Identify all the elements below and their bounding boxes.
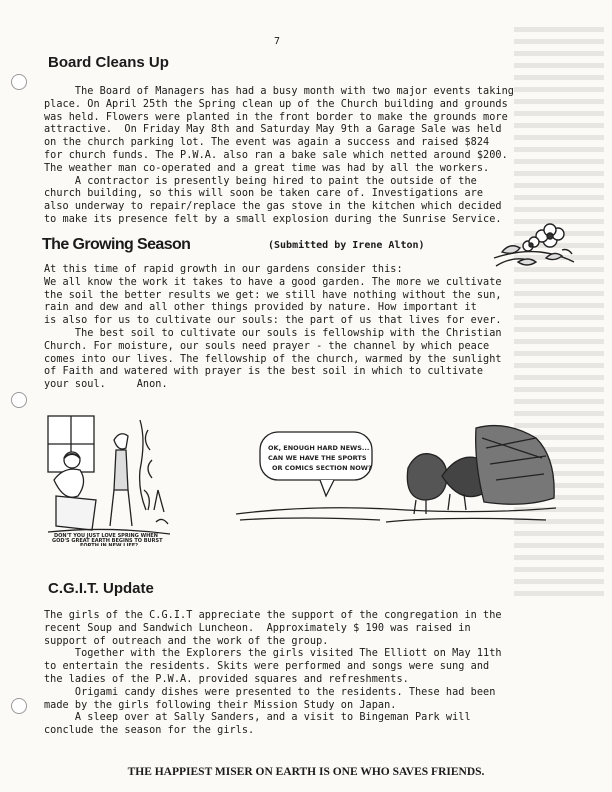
gardener-cartoon	[44, 410, 174, 546]
buffalo-cartoon	[236, 418, 558, 528]
cgit-body: The girls of the C.G.I.T appreciate the support of the congregation in the recent Soup and Sandwich Luncheon. Approximately $ 190 was raised in support of outreach and the work of the group. Together with the Explorers the girls visited The Elliott on May 11th to entertain the residents. Skits were performed and songs were sung and the ladies of the P.W.A. provided squares and refreshments. Origami candy dishes were presented to the residents. These had been made by the girls following their Mission Study on Japan. A sleep over at Sally Sanders, and a visit to Bingeman Park will conclude the season for the girls.	[44, 610, 502, 737]
page-number: 7	[274, 36, 281, 47]
board-body: The Board of Managers has had a busy month with two major events taking place. On April 25th the Spring clean up of the Church building and grounds was held. Flowers were planted in the front border to make the grounds more attractive. On Friday May 8th and Saturday May 9th a Garage Sale was held on the church parking lot. The event was again a success and raised $824 for church funds. The P.W.A. also ran a bake sale which netted around $200. The weather man co-operated and a great time was had by all the workers. A contractor is presently being hired to paint the outside of the church building, so this will soon be taken care of. Investigations are also underway to repair/replace the gas stove in the kitchen which decided to make its presence felt by a small explosion during the Sunrise Service.	[44, 86, 514, 225]
gardener-caption-line-3: FORTH IN NEW LIFE?	[80, 543, 139, 546]
footer-quote: THE HAPPIEST MISER ON EARTH IS ONE WHO SAVES FRIENDS.	[127, 766, 485, 778]
gardener-caption-line-1: DON'T YOU JUST LOVE SPRING WHEN	[54, 533, 158, 539]
binder-hole-middle	[11, 392, 27, 408]
bubble-line-2: CAN WE HAVE THE SPORTS	[268, 454, 367, 462]
growing-submitted-by: (Submitted by Irene Alton)	[268, 240, 425, 251]
binder-hole-bottom	[11, 698, 27, 714]
growing-body: At this time of rapid growth in our gardens consider this: We all know the work it takes to have a good garden. The more we cultivate the soil the better results we get: we still have nothing without the sun, rain and dew and all other things provided by nature. How important it is also for us to cultivate our souls: the part of us that lives for ever. The best soil to cultivate our souls is fellowship with the Christian Church. For moisture, our souls need prayer - the channel by which peace comes into our lives. The fellowship of the church, warmed by the sunlight of Faith and watered with prayer is the best soil in which to cultivate your soul. Anon.	[44, 264, 502, 391]
show-through-text	[514, 20, 604, 700]
growing-heading: The Growing Season	[42, 236, 191, 253]
cgit-heading: C.G.I.T. Update	[48, 580, 154, 597]
binder-hole-top	[11, 74, 27, 90]
bubble-line-3: OR COMICS SECTION NOW?	[272, 464, 372, 472]
gardener-caption-line-2: GOD'S GREAT EARTH BEGINS TO BURST	[52, 538, 163, 544]
board-heading: Board Cleans Up	[48, 54, 169, 71]
bubble-line-1: OK, ENOUGH HARD NEWS...	[268, 444, 370, 452]
